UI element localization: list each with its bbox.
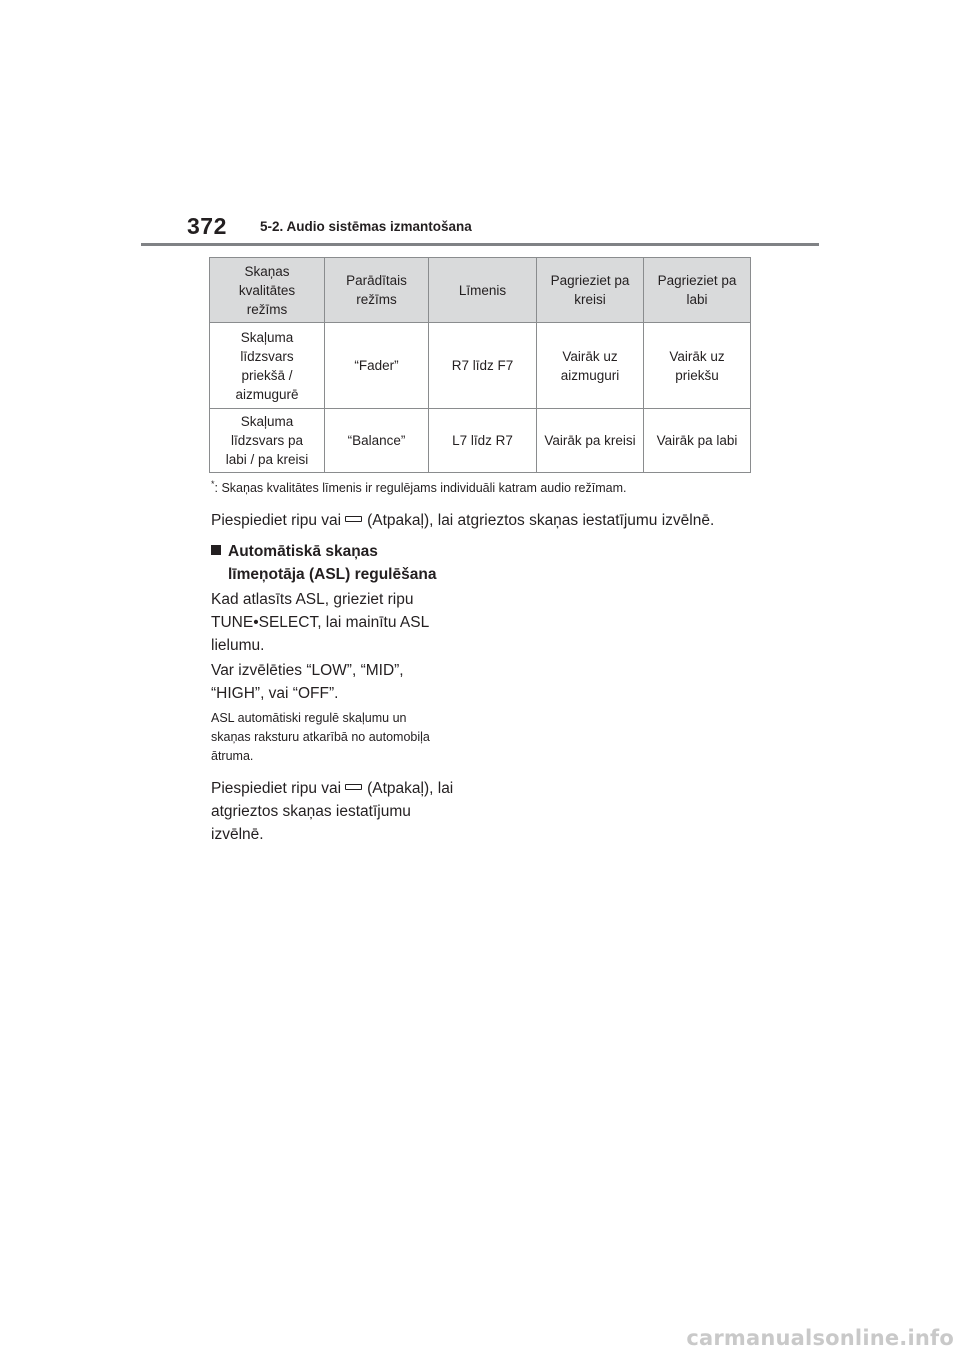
back-instruction-paragraph-2: Piespiediet ripu vai (Atpakaļ), lai atgrieztos skaņas iestatījumu izvēlnē. xyxy=(211,780,454,843)
asl-section-heading: Automātiskā skaņas līmeņotāja (ASL) regulēšana xyxy=(211,540,436,586)
asl-note: ASL automātiski regulē skaļumu un skaņas raksturu atkarībā no automobiļa ātruma. xyxy=(211,711,430,763)
header-level: Līmenis xyxy=(429,258,537,323)
cell-mode: Skaļuma līdzsvars priekšā / aizmugurē xyxy=(210,323,325,409)
page-number: 372 xyxy=(187,213,227,239)
cell-left: Vairāk uz aizmuguri xyxy=(537,323,644,409)
cell-display: “Fader” xyxy=(325,323,429,409)
asl-adjust-paragraph: Kad atlasīts ASL, grieziet ripu TUNE•SELECT, lai mainītu ASL lielumu. xyxy=(211,591,430,654)
back-button-icon xyxy=(345,516,362,522)
back-button-icon xyxy=(345,784,362,790)
header-divider xyxy=(141,243,819,246)
header-display-mode: Parādītais režīms xyxy=(325,258,429,323)
table-row xyxy=(210,409,751,473)
table-row xyxy=(210,323,751,409)
cell-right: Vairāk uz priekšu xyxy=(644,323,751,409)
table-header-row xyxy=(210,258,751,323)
cell-level: R7 līdz F7 xyxy=(429,323,537,409)
square-bullet-icon xyxy=(211,545,221,555)
cell-mode: Skaļuma līdzsvars pa labi / pa kreisi xyxy=(210,409,325,473)
header-turn-left: Pagrieziet pa kreisi xyxy=(537,258,644,323)
cell-level: L7 līdz R7 xyxy=(429,409,537,473)
cell-left: Vairāk pa kreisi xyxy=(537,409,644,473)
asl-options-paragraph: Var izvēlēties “LOW”, “MID”, “HIGH”, vai “OFF”. xyxy=(211,662,404,702)
cell-display: “Balance” xyxy=(325,409,429,473)
cell-right: Vairāk pa labi xyxy=(644,409,751,473)
header-sound-mode: Skaņas kvalitātes režīms xyxy=(210,258,325,323)
header-turn-right: Pagrieziet pa labi xyxy=(644,258,751,323)
footnote-text: : Skaņas kvalitātes līmenis ir regulējams individuāli katram audio režīmam. xyxy=(214,481,627,495)
section-title: 5-2. Audio sistēmas izmantošana xyxy=(260,219,472,234)
sound-settings-table xyxy=(209,257,751,473)
footnote-marker: * xyxy=(211,478,215,489)
back-instruction-paragraph: Piespiediet ripu vai (Atpakaļ), lai atgrieztos skaņas iestatījumu izvēlnē. xyxy=(211,512,715,529)
table-footnote xyxy=(211,478,627,495)
watermark: carmanualsonline.info xyxy=(686,1326,954,1350)
